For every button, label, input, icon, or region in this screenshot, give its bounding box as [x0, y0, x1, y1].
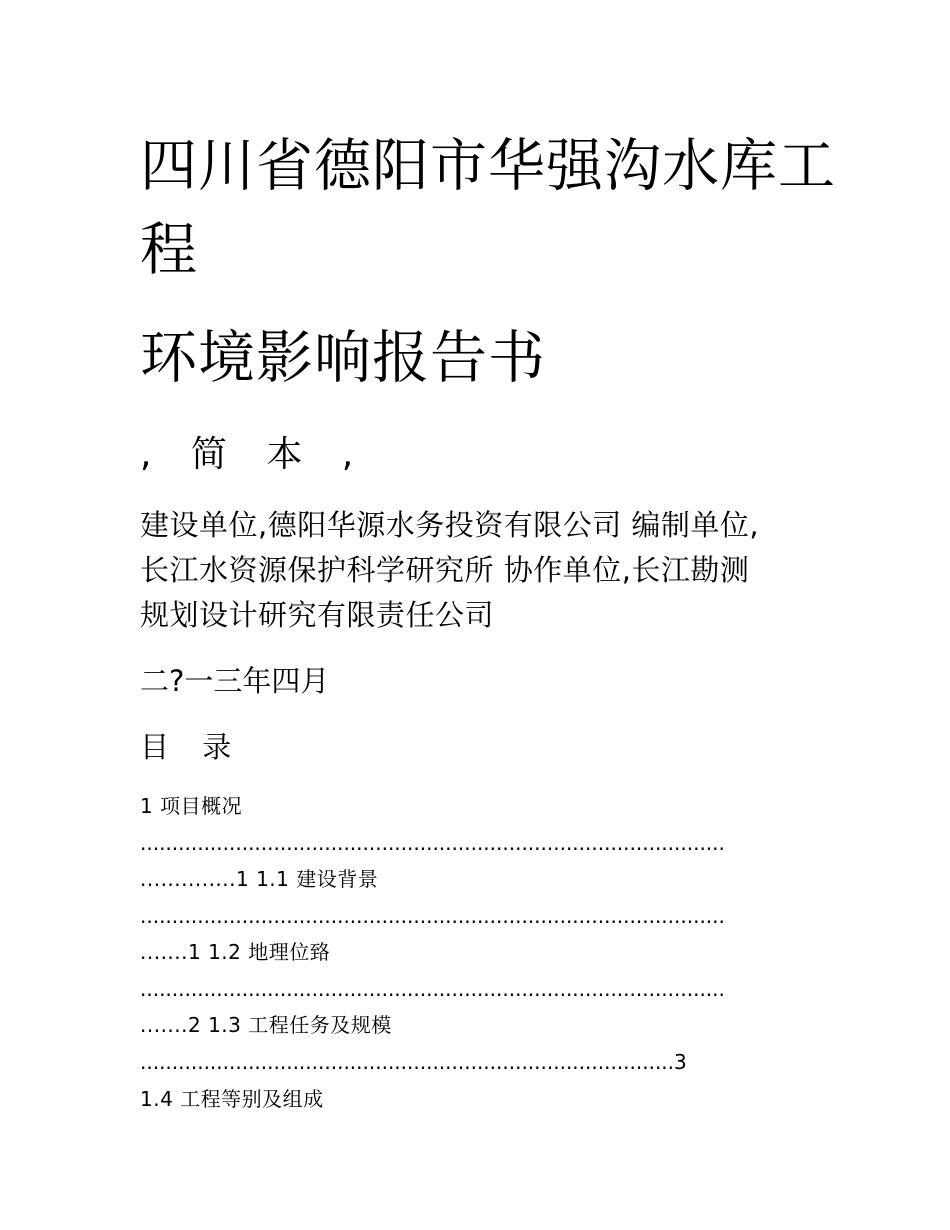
- toc-leader-dots: ............................................................................................: [140, 979, 725, 999]
- date: 二?一三年四月: [140, 664, 330, 698]
- toc-leader-dots: ............................................................................................: [140, 833, 725, 853]
- info-line-3: 规划设计研究有限责任公司: [140, 598, 495, 632]
- title-line-3: 环境影响报告书: [140, 325, 546, 391]
- subtitle: , 简 本 ,: [140, 434, 368, 475]
- toc-line: 1.4 工程等别及组成: [140, 1087, 324, 1111]
- title-line-1: 四川省德阳市华强沟水库工: [140, 133, 836, 199]
- toc-line: 1 项目概况: [140, 794, 243, 818]
- toc-leader-dots: ....................................................................................3: [140, 1052, 687, 1072]
- toc-line: .......2 1.3 工程任务及规模: [140, 1013, 392, 1037]
- toc-leader-dots: ............................................................................................: [140, 906, 725, 926]
- title-line-2: 程: [140, 217, 198, 283]
- info-line-2: 长江水资源保护科学研究所 协作单位,长江勘测: [140, 553, 750, 587]
- toc-heading: 目 录: [140, 730, 244, 764]
- info-line-1: 建设单位,德阳华源水务投资有限公司 编制单位,: [140, 508, 760, 542]
- toc-line: .......1 1.2 地理位臵: [140, 940, 331, 964]
- toc-line: ..............1 1.1 建设背景: [140, 867, 379, 891]
